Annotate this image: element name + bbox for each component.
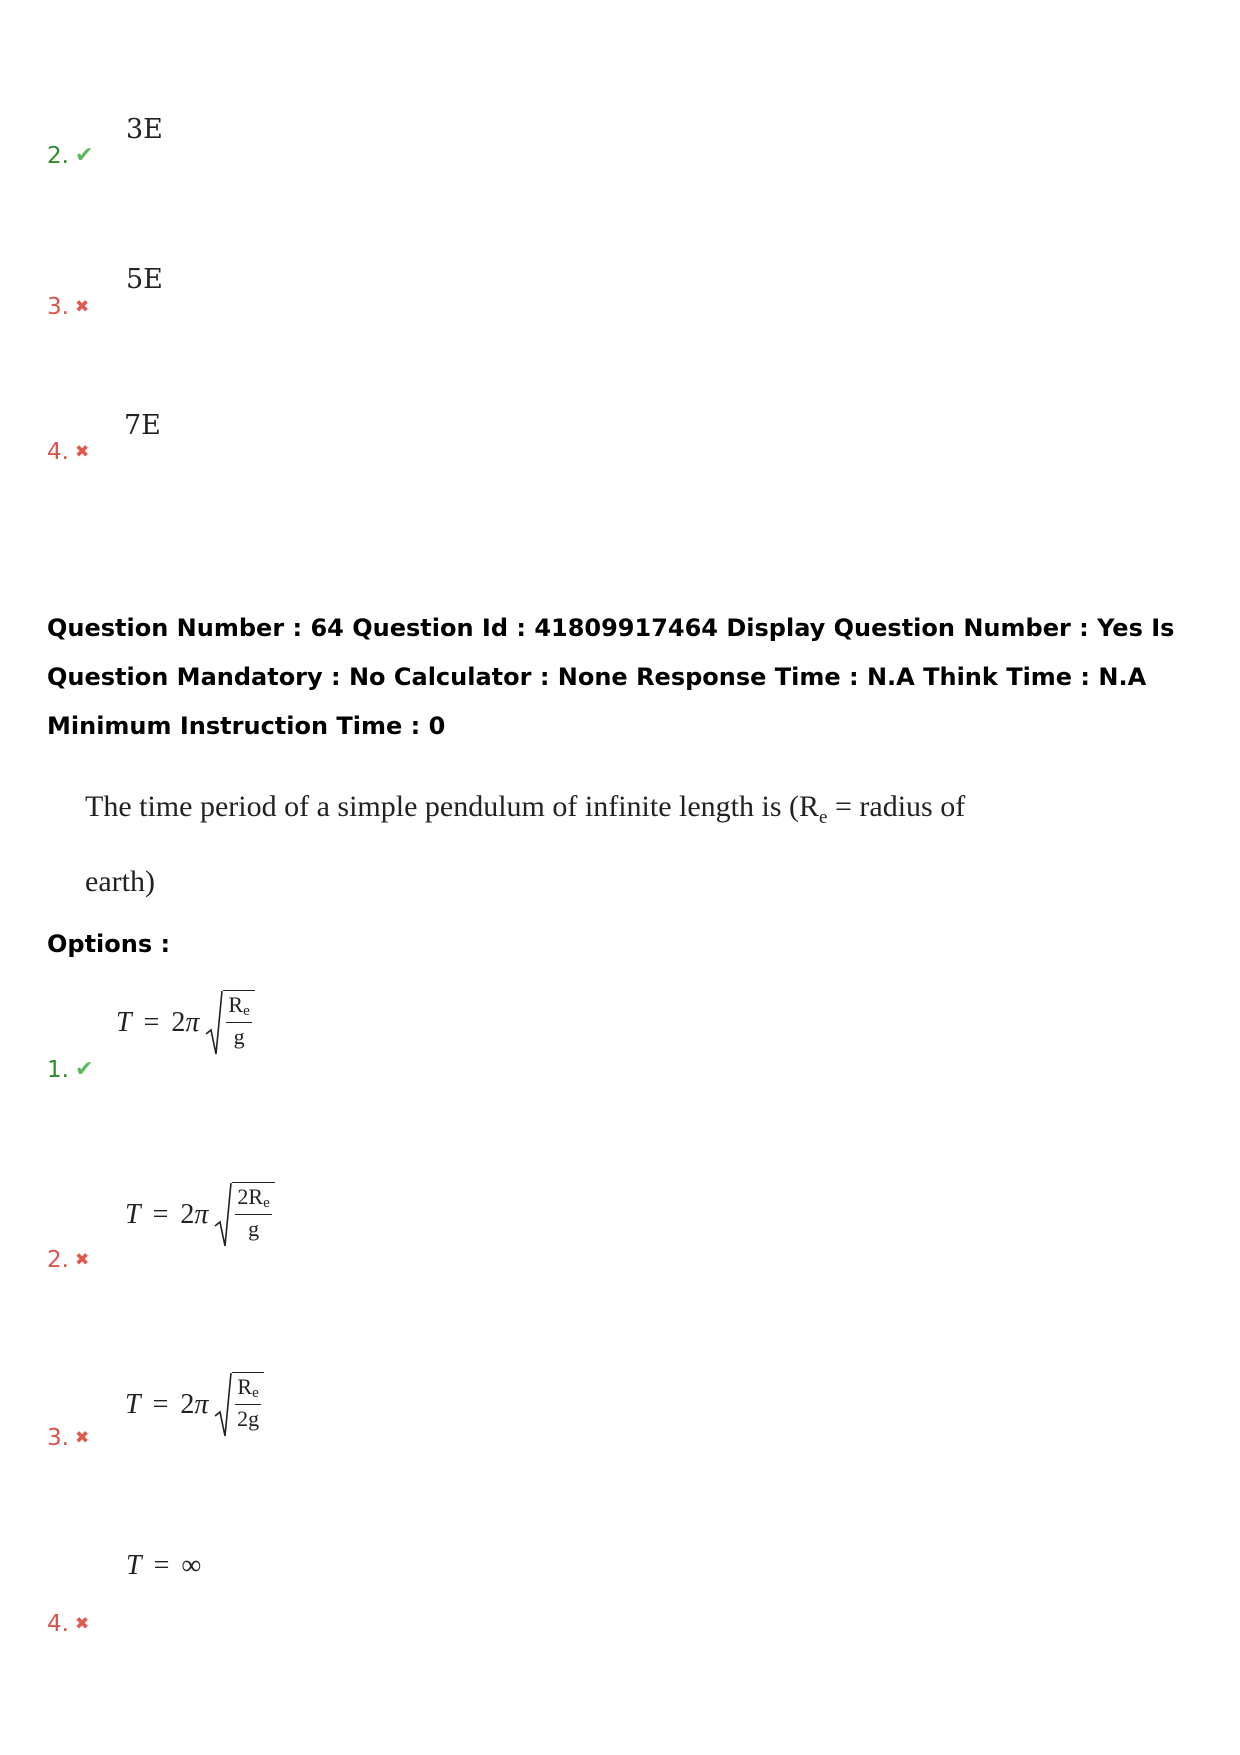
prev-option-3-answer: 5E bbox=[126, 264, 163, 295]
numerator-subscript: e bbox=[263, 1195, 270, 1211]
formula-fraction bbox=[232, 1182, 274, 1248]
numerator-prefix: 2 bbox=[237, 1184, 249, 1209]
prev-option-number-label: 3. bbox=[47, 294, 69, 320]
question-text-subscript: e bbox=[819, 807, 828, 828]
formula-coef: 2 bbox=[180, 1199, 195, 1230]
option-number-label: 4. bbox=[47, 1611, 69, 1637]
prev-option-number-label: 4. bbox=[47, 439, 69, 465]
prev-option-2-answer: 3E bbox=[126, 114, 163, 145]
fraction-numerator bbox=[235, 1185, 271, 1215]
numerator-symbol: R bbox=[237, 1374, 253, 1399]
radical-sign bbox=[214, 1372, 263, 1438]
numerator-symbol: R bbox=[248, 1184, 264, 1209]
option-2-formula bbox=[125, 1182, 275, 1248]
formula-equals: = bbox=[153, 1550, 170, 1581]
formula-equals: = bbox=[143, 1007, 160, 1038]
check-icon: ✔ bbox=[74, 143, 94, 168]
prev-option-3-number bbox=[47, 294, 89, 320]
cross-icon: ✖ bbox=[74, 296, 90, 317]
numerator-symbol: R bbox=[228, 992, 244, 1017]
option-4-number bbox=[47, 1611, 89, 1637]
fraction-numerator bbox=[226, 993, 251, 1023]
fraction-numerator bbox=[235, 1375, 260, 1405]
formula-rhs-infinity: ∞ bbox=[181, 1550, 202, 1581]
formula-lhs: T bbox=[116, 1007, 132, 1038]
cross-icon: ✖ bbox=[74, 1613, 90, 1634]
formula-coef: 2 bbox=[180, 1389, 195, 1420]
option-1-formula bbox=[116, 990, 255, 1056]
formula-pi: π bbox=[185, 1007, 200, 1038]
radical-sign bbox=[214, 1182, 274, 1248]
formula-coef: 2 bbox=[171, 1007, 186, 1038]
formula-equals: = bbox=[152, 1389, 169, 1420]
option-3-number bbox=[47, 1425, 89, 1451]
formula-pi: π bbox=[194, 1389, 209, 1420]
fraction-denominator: g bbox=[233, 1023, 245, 1049]
question-text-part: The time period of a simple pendulum of infinite length is (R bbox=[85, 790, 820, 823]
formula-lhs: T bbox=[126, 1550, 142, 1581]
cross-icon: ✖ bbox=[74, 441, 90, 462]
prev-option-number-label: 2. bbox=[47, 143, 69, 169]
fraction-denominator: g bbox=[248, 1215, 260, 1241]
option-number-label: 3. bbox=[47, 1425, 69, 1451]
question-text-part: = radius of bbox=[827, 790, 966, 823]
option-1-number bbox=[47, 1057, 93, 1083]
formula-pi: π bbox=[194, 1199, 209, 1230]
cross-icon: ✖ bbox=[74, 1249, 90, 1270]
formula-fraction bbox=[223, 990, 254, 1056]
numerator-subscript: e bbox=[252, 1385, 259, 1401]
option-3-formula bbox=[125, 1372, 264, 1438]
option-4-formula bbox=[126, 1550, 201, 1582]
formula-fraction bbox=[232, 1372, 263, 1438]
prev-option-4-number bbox=[47, 439, 89, 465]
check-icon: ✔ bbox=[74, 1057, 94, 1082]
fraction-denominator: 2g bbox=[237, 1405, 260, 1431]
formula-equals: = bbox=[152, 1199, 169, 1230]
option-2-number bbox=[47, 1247, 89, 1273]
question-meta: Question Number : 64 Question Id : 41809917464 Display Question Number : Yes Is Question Mandatory : No Calculator : None Response Time : N.A Think Time : N.A Minimum Instruction Time : 0 bbox=[47, 614, 1175, 740]
cross-icon: ✖ bbox=[74, 1427, 90, 1448]
prev-option-2-number bbox=[47, 143, 93, 169]
formula-lhs: T bbox=[125, 1199, 141, 1230]
option-number-label: 1. bbox=[47, 1057, 69, 1083]
formula-lhs: T bbox=[125, 1389, 141, 1420]
prev-option-4-answer: 7E bbox=[124, 410, 161, 441]
numerator-subscript: e bbox=[243, 1003, 250, 1019]
option-number-label: 2. bbox=[47, 1247, 69, 1273]
options-label: Options : bbox=[47, 930, 171, 958]
question-text-line-2: earth) bbox=[85, 865, 155, 898]
radical-sign bbox=[205, 990, 254, 1056]
question-text-line-1 bbox=[85, 790, 965, 829]
